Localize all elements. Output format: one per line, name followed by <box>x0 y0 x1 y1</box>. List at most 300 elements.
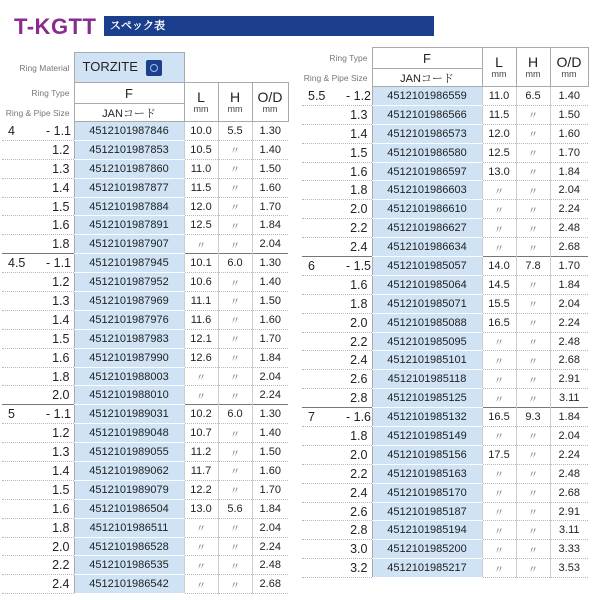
length-value: 〃 <box>482 464 516 483</box>
pipe-size: 1.2 <box>52 275 70 290</box>
outer-diameter-value: 3.53 <box>550 559 588 578</box>
outer-diameter-value: 2.24 <box>550 200 588 219</box>
height-value: 〃 <box>516 370 550 389</box>
outer-diameter-value: 2.04 <box>252 518 288 537</box>
table-row <box>302 275 588 294</box>
outer-diameter-value: 2.04 <box>252 367 288 386</box>
pipe-size: 2.0 <box>350 202 368 217</box>
pipe-size: 1.8 <box>350 296 368 311</box>
outer-diameter-value: 1.50 <box>252 443 288 462</box>
length-value: 〃 <box>184 235 218 254</box>
height-value: 〃 <box>218 424 252 443</box>
length-value: 13.0 <box>482 162 516 181</box>
ring-pipe-size <box>2 216 74 235</box>
jan-code: 4512101985095 <box>372 332 482 351</box>
outer-diameter-value: 1.84 <box>550 162 588 181</box>
col-header-H-right: H mm <box>516 48 550 87</box>
pipe-size: 1.5 <box>52 482 70 497</box>
ring-type-label: Ring Type <box>31 88 70 98</box>
jan-code: 4512101985156 <box>372 445 482 464</box>
outer-diameter-value: 1.60 <box>252 462 288 481</box>
length-value: 10.7 <box>184 424 218 443</box>
jan-code: 4512101986627 <box>372 219 482 238</box>
height-value: 〃 <box>516 483 550 502</box>
ring-pipe-size <box>2 424 74 443</box>
length-value: 〃 <box>482 351 516 370</box>
ring-pipe-size <box>302 200 372 219</box>
jan-code: 4512101985118 <box>372 370 482 389</box>
jan-code: 4512101985057 <box>372 257 482 276</box>
table-row <box>302 238 588 257</box>
jan-code: 4512101987853 <box>74 140 184 159</box>
height-value: 〃 <box>218 273 252 292</box>
ring-pipe-size <box>302 143 372 162</box>
pipe-size: 2.0 <box>350 447 368 462</box>
length-value: 〃 <box>482 332 516 351</box>
length-value: 〃 <box>482 427 516 446</box>
page-title: T-KGTT <box>14 14 97 39</box>
outer-diameter-value: 2.24 <box>252 386 288 405</box>
ring-pipe-size <box>302 427 372 446</box>
length-value: 〃 <box>184 537 218 556</box>
jan-code: 4512101985132 <box>372 408 482 427</box>
table-row <box>2 443 288 462</box>
table-row <box>2 556 288 575</box>
height-value: 〃 <box>218 443 252 462</box>
outer-diameter-value: 1.30 <box>252 122 288 141</box>
outer-diameter-value: 2.24 <box>252 537 288 556</box>
height-value: 〃 <box>218 292 252 311</box>
jan-code: 4512101985088 <box>372 313 482 332</box>
pipe-size: 2.2 <box>350 221 368 236</box>
ring-size: 7 <box>308 410 315 425</box>
ring-size: 5.5 <box>308 88 326 103</box>
ring-pipe-size <box>2 254 74 273</box>
pipe-size: - 1.1 <box>46 256 72 271</box>
height-value: 〃 <box>218 537 252 556</box>
pipe-size: 1.5 <box>52 199 70 214</box>
table-row <box>2 405 288 424</box>
length-value: 〃 <box>482 238 516 257</box>
table-row <box>302 87 588 106</box>
ring-material-label: Ring Material <box>19 62 70 73</box>
jan-code: 4512101986597 <box>372 162 482 181</box>
height-value: 〃 <box>516 445 550 464</box>
table-row <box>2 480 288 499</box>
ring-pipe-size <box>302 105 372 124</box>
length-value: 〃 <box>184 386 218 405</box>
height-value: 〃 <box>218 518 252 537</box>
table-row <box>2 499 288 518</box>
length-value: 〃 <box>184 556 218 575</box>
height-value: 〃 <box>218 310 252 329</box>
ring-pipe-size <box>302 257 372 276</box>
length-value: 〃 <box>482 521 516 540</box>
pipe-size: 1.6 <box>52 350 70 365</box>
pipe-size: 1.5 <box>350 145 368 160</box>
pipe-size: 1.2 <box>52 142 70 157</box>
length-value: 〃 <box>482 389 516 408</box>
pipe-size: 1.5 <box>52 331 70 346</box>
ring-pipe-size-label: Ring & Pipe Size <box>5 107 70 118</box>
ring-pipe-size <box>302 559 372 578</box>
table-row <box>302 294 588 313</box>
ring-pipe-size <box>302 389 372 408</box>
ring-pipe-size <box>302 521 372 540</box>
outer-diameter-value: 1.84 <box>252 216 288 235</box>
height-value: 〃 <box>516 238 550 257</box>
pipe-size: - 1.1 <box>46 407 72 422</box>
table-row <box>2 197 288 216</box>
table-row <box>302 559 588 578</box>
length-value: 10.2 <box>184 405 218 424</box>
pipe-size: 1.6 <box>52 218 70 233</box>
outer-diameter-value: 2.48 <box>550 332 588 351</box>
height-value: 〃 <box>516 313 550 332</box>
jan-code: 4512101985194 <box>372 521 482 540</box>
pipe-size: 2.8 <box>350 523 368 538</box>
pipe-size: 3.2 <box>350 561 368 576</box>
height-value: 〃 <box>516 143 550 162</box>
height-value: 〃 <box>516 275 550 294</box>
pipe-size: 1.8 <box>350 183 368 198</box>
length-value: 11.0 <box>184 159 218 178</box>
outer-diameter-value: 2.68 <box>550 238 588 257</box>
outer-diameter-value: 1.84 <box>550 275 588 294</box>
outer-diameter-value: 1.70 <box>252 329 288 348</box>
outer-diameter-value: 1.40 <box>252 273 288 292</box>
pipe-size: 1.4 <box>350 126 368 141</box>
pipe-size: 1.3 <box>52 445 70 460</box>
length-value: 11.5 <box>482 105 516 124</box>
col-header-OD-right: O/D mm <box>550 48 588 87</box>
outer-diameter-value: 2.48 <box>252 556 288 575</box>
outer-diameter-value: 2.24 <box>550 445 588 464</box>
height-value: 〃 <box>218 178 252 197</box>
ring-pipe-size <box>302 294 372 313</box>
ring-pipe-size <box>2 462 74 481</box>
outer-diameter-value: 2.04 <box>550 427 588 446</box>
outer-diameter-value: 2.91 <box>550 502 588 521</box>
outer-diameter-value: 1.84 <box>252 348 288 367</box>
height-value: 5.5 <box>218 122 252 141</box>
outer-diameter-value: 1.60 <box>252 178 288 197</box>
ring-pipe-size <box>2 292 74 311</box>
height-value: 〃 <box>516 181 550 200</box>
jan-code: 4512101985200 <box>372 540 482 559</box>
jan-code: 4512101985217 <box>372 559 482 578</box>
table-row <box>302 445 588 464</box>
outer-diameter-value: 1.60 <box>252 310 288 329</box>
table-row <box>302 332 588 351</box>
jan-code: 4512101987860 <box>74 159 184 178</box>
ring-pipe-size <box>302 275 372 294</box>
table-row <box>302 464 588 483</box>
pipe-size: 2.8 <box>350 391 368 406</box>
ring-pipe-size <box>2 556 74 575</box>
jan-code: 4512101987952 <box>74 273 184 292</box>
jan-code: 4512101989062 <box>74 462 184 481</box>
jan-code: 4512101986566 <box>372 105 482 124</box>
height-value: 〃 <box>218 556 252 575</box>
length-value: 15.5 <box>482 294 516 313</box>
jan-code: 4512101988010 <box>74 386 184 405</box>
outer-diameter-value: 1.30 <box>252 254 288 273</box>
height-value: 〃 <box>218 462 252 481</box>
table-row <box>302 124 588 143</box>
jan-code: 4512101988003 <box>74 367 184 386</box>
jan-header-right: JANコード <box>372 69 482 87</box>
length-value: 10.0 <box>184 122 218 141</box>
pipe-size: 2.4 <box>350 353 368 368</box>
outer-diameter-value: 1.40 <box>252 424 288 443</box>
outer-diameter-value: 1.40 <box>550 87 588 106</box>
jan-code: 4512101987891 <box>74 216 184 235</box>
height-value: 〃 <box>218 386 252 405</box>
ring-pipe-size <box>302 87 372 106</box>
pipe-size: 2.6 <box>350 372 368 387</box>
ring-pipe-size <box>302 540 372 559</box>
ring-pipe-size <box>2 480 74 499</box>
table-row <box>2 462 288 481</box>
length-value: 17.5 <box>482 445 516 464</box>
ring-pipe-size <box>302 483 372 502</box>
length-value: 〃 <box>482 219 516 238</box>
length-value: 〃 <box>482 540 516 559</box>
ring-pipe-size <box>302 351 372 370</box>
pipe-size: 2.4 <box>350 485 368 500</box>
length-value: 12.5 <box>482 143 516 162</box>
table-row <box>2 254 288 273</box>
jan-code: 4512101986634 <box>372 238 482 257</box>
height-value: 6.0 <box>218 405 252 424</box>
pipe-size: - 1.5 <box>346 258 372 273</box>
height-value: 〃 <box>516 105 550 124</box>
length-value: 〃 <box>482 200 516 219</box>
ring-pipe-size <box>302 332 372 351</box>
ring-pipe-size <box>2 405 74 424</box>
jan-code: 4512101986528 <box>74 537 184 556</box>
col-header-L: L mm <box>184 83 218 122</box>
col-header-H: H mm <box>218 83 252 122</box>
pipe-size: 2.2 <box>52 558 70 573</box>
height-value: 〃 <box>218 235 252 254</box>
pipe-size: 2.6 <box>350 504 368 519</box>
table-row <box>2 273 288 292</box>
jan-code: 4512101989031 <box>74 405 184 424</box>
height-value: 〃 <box>218 159 252 178</box>
outer-diameter-value: 1.50 <box>252 292 288 311</box>
outer-diameter-value: 1.84 <box>252 499 288 518</box>
height-value: 〃 <box>516 351 550 370</box>
ring-pipe-size <box>302 313 372 332</box>
pipe-size: 2.4 <box>52 577 70 592</box>
table-row <box>2 122 288 141</box>
table-row <box>302 427 588 446</box>
pipe-size: 1.8 <box>350 428 368 443</box>
length-value: 11.5 <box>184 178 218 197</box>
length-value: 〃 <box>184 367 218 386</box>
length-value: 10.5 <box>184 140 218 159</box>
table-row <box>2 216 288 235</box>
outer-diameter-value: 2.24 <box>550 313 588 332</box>
ring-pipe-size <box>2 329 74 348</box>
outer-diameter-value: 1.60 <box>550 124 588 143</box>
length-value: 12.5 <box>184 216 218 235</box>
height-value: 〃 <box>218 140 252 159</box>
height-value: 〃 <box>516 540 550 559</box>
outer-diameter-value: 2.68 <box>550 351 588 370</box>
outer-diameter-value: 1.84 <box>550 408 588 427</box>
ring-size: 6 <box>308 258 315 273</box>
table-row <box>2 292 288 311</box>
table-row <box>2 178 288 197</box>
ring-pipe-size-label-right: Ring & Pipe Size <box>303 72 368 83</box>
outer-diameter-value: 1.70 <box>252 197 288 216</box>
ring-pipe-size <box>2 367 74 386</box>
ring-pipe-size <box>2 159 74 178</box>
ring-pipe-size <box>2 499 74 518</box>
table-row <box>302 313 588 332</box>
length-value: 11.0 <box>482 87 516 106</box>
height-value: 〃 <box>218 197 252 216</box>
ring-pipe-size <box>302 408 372 427</box>
ring-pipe-size <box>2 178 74 197</box>
outer-diameter-value: 2.04 <box>252 235 288 254</box>
ring-pipe-size <box>2 348 74 367</box>
outer-diameter-value: 3.11 <box>550 389 588 408</box>
length-value: 〃 <box>482 502 516 521</box>
ring-size: 4.5 <box>8 256 26 271</box>
jan-code: 4512101987945 <box>74 254 184 273</box>
outer-diameter-value: 1.70 <box>550 143 588 162</box>
ring-pipe-size <box>2 122 74 141</box>
material-name: TORZITE <box>82 59 138 75</box>
table-row <box>2 537 288 556</box>
pipe-size: 1.6 <box>52 501 70 516</box>
outer-diameter-value: 2.68 <box>252 575 288 594</box>
table-row <box>302 105 588 124</box>
jan-code: 4512101985163 <box>372 464 482 483</box>
jan-code: 4512101985101 <box>372 351 482 370</box>
table-row <box>2 367 288 386</box>
jan-code: 4512101985064 <box>372 275 482 294</box>
material-cell <box>74 53 184 83</box>
height-value: 〃 <box>218 480 252 499</box>
jan-code: 4512101987969 <box>74 292 184 311</box>
pipe-size: 1.2 <box>52 426 70 441</box>
table-row <box>302 408 588 427</box>
length-value: 11.6 <box>184 310 218 329</box>
outer-diameter-value: 2.68 <box>550 483 588 502</box>
height-value: 〃 <box>218 216 252 235</box>
jan-code: 4512101985125 <box>372 389 482 408</box>
height-value: 〃 <box>218 367 252 386</box>
table-row <box>2 329 288 348</box>
length-value: 12.1 <box>184 329 218 348</box>
spacer <box>184 53 288 83</box>
length-value: 14.0 <box>482 257 516 276</box>
outer-diameter-value: 1.30 <box>252 405 288 424</box>
jan-code: 4512101986504 <box>74 499 184 518</box>
outer-diameter-value: 3.33 <box>550 540 588 559</box>
table-row <box>2 386 288 405</box>
table-row <box>302 219 588 238</box>
jan-code: 4512101985071 <box>372 294 482 313</box>
height-value: 〃 <box>516 389 550 408</box>
height-value: 〃 <box>218 348 252 367</box>
torzite-logo-icon <box>146 60 162 76</box>
jan-code: 4512101986511 <box>74 518 184 537</box>
height-value: 〃 <box>516 332 550 351</box>
pipe-size: 2.0 <box>52 388 70 403</box>
length-value: 〃 <box>184 518 218 537</box>
ring-pipe-size <box>2 310 74 329</box>
jan-code: 4512101985187 <box>372 502 482 521</box>
outer-diameter-value: 1.50 <box>252 159 288 178</box>
ring-type-value: F <box>74 83 184 104</box>
jan-code: 4512101985170 <box>372 483 482 502</box>
height-value: 〃 <box>516 219 550 238</box>
table-row <box>302 351 588 370</box>
ring-pipe-size <box>302 238 372 257</box>
length-value: 11.7 <box>184 462 218 481</box>
outer-diameter-value: 2.48 <box>550 219 588 238</box>
pipe-size: 1.3 <box>52 161 70 176</box>
outer-diameter-value: 3.11 <box>550 521 588 540</box>
height-value: 〃 <box>516 521 550 540</box>
ring-pipe-size <box>302 162 372 181</box>
jan-code: 4512101987983 <box>74 329 184 348</box>
pipe-size: 2.4 <box>350 240 368 255</box>
table-row <box>302 389 588 408</box>
jan-code: 4512101989048 <box>74 424 184 443</box>
table-row <box>2 424 288 443</box>
ring-size: 4 <box>8 123 15 138</box>
pipe-size: 1.3 <box>350 107 368 122</box>
jan-code: 4512101989079 <box>74 480 184 499</box>
ring-type-label-right: Ring Type <box>329 53 368 63</box>
height-value: 〃 <box>516 200 550 219</box>
ring-pipe-size <box>302 181 372 200</box>
pipe-size: 1.8 <box>52 237 70 252</box>
pipe-size: - 1.1 <box>46 123 72 138</box>
height-value: 6.5 <box>516 87 550 106</box>
length-value: 12.6 <box>184 348 218 367</box>
length-value: 16.5 <box>482 313 516 332</box>
table-row <box>302 162 588 181</box>
col-header-OD: O/D mm <box>252 83 288 122</box>
pipe-size: - 1.6 <box>346 410 372 425</box>
outer-diameter-value: 2.04 <box>550 294 588 313</box>
jan-code: 4512101986603 <box>372 181 482 200</box>
jan-code: 4512101987884 <box>74 197 184 216</box>
table-row <box>2 235 288 254</box>
pipe-size: 1.6 <box>350 164 368 179</box>
jan-code: 4512101986573 <box>372 124 482 143</box>
outer-diameter-value: 2.48 <box>550 464 588 483</box>
outer-diameter-value: 1.70 <box>550 257 588 276</box>
height-value: 〃 <box>516 464 550 483</box>
table-row <box>302 181 588 200</box>
jan-code: 4512101987976 <box>74 310 184 329</box>
pipe-size: 2.2 <box>350 334 368 349</box>
length-value: 〃 <box>482 483 516 502</box>
table-row <box>302 540 588 559</box>
jan-code: 4512101987907 <box>74 235 184 254</box>
outer-diameter-value: 1.40 <box>252 140 288 159</box>
ring-pipe-size <box>2 140 74 159</box>
